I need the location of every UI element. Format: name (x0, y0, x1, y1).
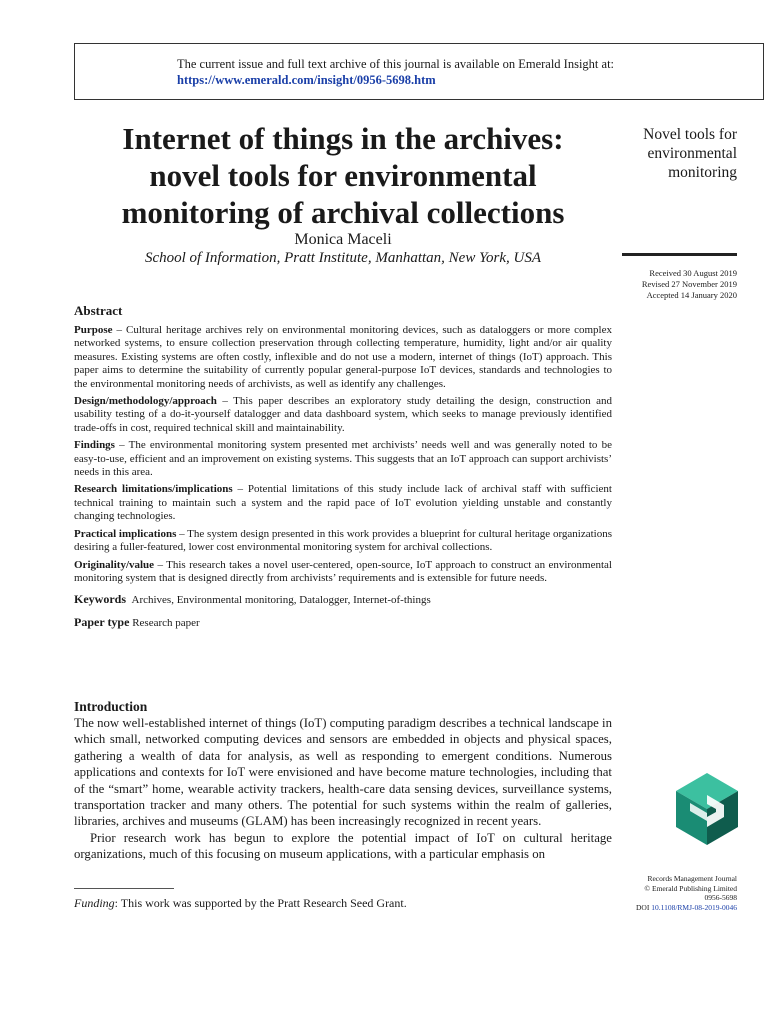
section-text: – Cultural heritage archives rely on environmental monitoring devices, such as dataloggers or more complex networked systems, to ensure collection preservation through collecting temperature, humidity, light and/or air quality measures. Existing systems are often costly, inflexible and do not use a modern, internet of things (IoT) approach. This paper aims to determine the suitability of currently popular general-purpose IoT devices, standards and technologies to the environmental monitoring needs of archivists, as well as identify any challenges. (74, 324, 612, 390)
emerald-logo-icon (676, 773, 738, 845)
abstract-findings (74, 439, 612, 479)
doi-label: DOI (636, 902, 652, 912)
abstract-purpose (74, 324, 612, 391)
funding-label: Funding (74, 896, 115, 910)
publisher: © Emerald Publishing Limited (644, 883, 737, 893)
abstract-limitations (74, 483, 612, 523)
section-label: Originality/value (74, 558, 155, 571)
doi-line (600, 903, 737, 913)
section-label: Practical implications (74, 527, 177, 540)
abstract-practical (74, 528, 612, 555)
footnote-rule (74, 888, 174, 889)
revised-date: Revised 27 November 2019 (641, 279, 737, 289)
journal-name: Records Management Journal (647, 874, 737, 883)
author-affiliation: School of Information, Pratt Institute, Manhattan, New York, USA (144, 250, 542, 266)
intro-paragraph: The now well-established internet of things (IoT) computing paradigm describes a technical landscape in which small, networked computing devices and sensors are embedded in objects and physical spaces, gathering a wealth of data for analysis, as well as responding to emergent conditions. Numerous applications and contexts for IoT were envisioned and have become mature technologies, including that of the “smart” home, wearable activity trackers, health-care data sensing devices, surveillance systems, transportation tracker and many others. The potential for such systems within the realm of galleries, libraries, archives and museums (GLAM) has been increasingly recognized in recent years. (74, 716, 612, 829)
title-line: Internet of things in the archives: (122, 121, 564, 156)
journal-notice-box (74, 43, 764, 100)
paper-type-label: Paper type (74, 614, 130, 629)
author-name: Monica Maceli (294, 231, 392, 248)
introduction-heading: Introduction (74, 699, 148, 714)
abstract-design (74, 395, 612, 435)
paper-type-text: Research paper (132, 616, 200, 629)
funding-text: : This work was supported by the Pratt Research Seed Grant. (114, 896, 407, 910)
keywords-label: Keywords (74, 592, 126, 607)
doi-link[interactable]: 10.1108/RMJ-08-2019-0046 (651, 902, 737, 912)
running-head (618, 125, 737, 182)
journal-url-link[interactable]: https://www.emerald.com/insight/0956-5698.htm (177, 73, 436, 87)
journal-info (600, 874, 737, 912)
article-dates (600, 268, 737, 301)
keywords (74, 593, 612, 607)
article-title (74, 120, 612, 231)
keywords-text: Archives, Environmental monitoring, Datalogger, Internet-of-things (131, 594, 431, 607)
section-text: – The system design presented in this work provides a blueprint for cultural heritage organizations desiring a fuller-featured, lower cost environmental monitoring system for archival collections. (74, 527, 613, 554)
section-label: Purpose (74, 324, 113, 336)
section-text: – This research takes a novel user-centered, open-source, IoT approach to construct an environmental monitoring system that is designed directly from archivists’ requirements and is extensible for future needs. (74, 558, 612, 584)
section-label: Design/methodology/approach (74, 395, 217, 408)
running-head-line: Novel tools for (643, 126, 737, 143)
paper-type (74, 616, 612, 630)
accepted-date: Accepted 14 January 2020 (646, 290, 737, 300)
running-head-line: environmental (647, 145, 737, 162)
abstract (74, 303, 612, 634)
running-head-line: monitoring (668, 164, 737, 181)
abstract-originality (74, 559, 612, 586)
title-line: novel tools for environmental (149, 158, 537, 193)
issn: 0956-5698 (704, 893, 737, 902)
intro-paragraph: Prior research work has begun to explore the potential impact of IoT on cultural heritage organizations, much of this focusing on museum applications, with a particular emphasis on (74, 830, 612, 862)
section-label: Findings (74, 439, 115, 452)
notice-text: The current issue and full text archive of this journal is available on Emerald Insight at: (177, 57, 615, 71)
section-text: – The environmental monitoring system presented met archivists’ needs well and was generally noted to be easy-to-use, efficient and an improvement on existing systems. This suggests that an IoT approach can support archivists’ needs in this area. (74, 439, 612, 479)
introduction-section (74, 699, 612, 863)
funding-footnote (74, 896, 407, 911)
section-label: Research limitations/implications (74, 483, 233, 496)
title-line: monitoring of archival collections (121, 195, 565, 230)
abstract-heading: Abstract (74, 303, 123, 318)
section-text: – Potential limitations of this study include lack of archival staff with sufficient technical training to maintain such a system and the rapid pace of IoT evolution yielding unstable and constantly changing technologies. (74, 483, 612, 523)
side-rule (622, 253, 737, 256)
received-date: Received 30 August 2019 (649, 268, 737, 278)
section-text: – This paper describes an exploratory study detailing the design, construction and usability testing of a do-it-yourself datalogger and data dashboard system, which seeks to manage previously identified trade-offs in cost, required technical skill and maintainability. (74, 395, 612, 434)
